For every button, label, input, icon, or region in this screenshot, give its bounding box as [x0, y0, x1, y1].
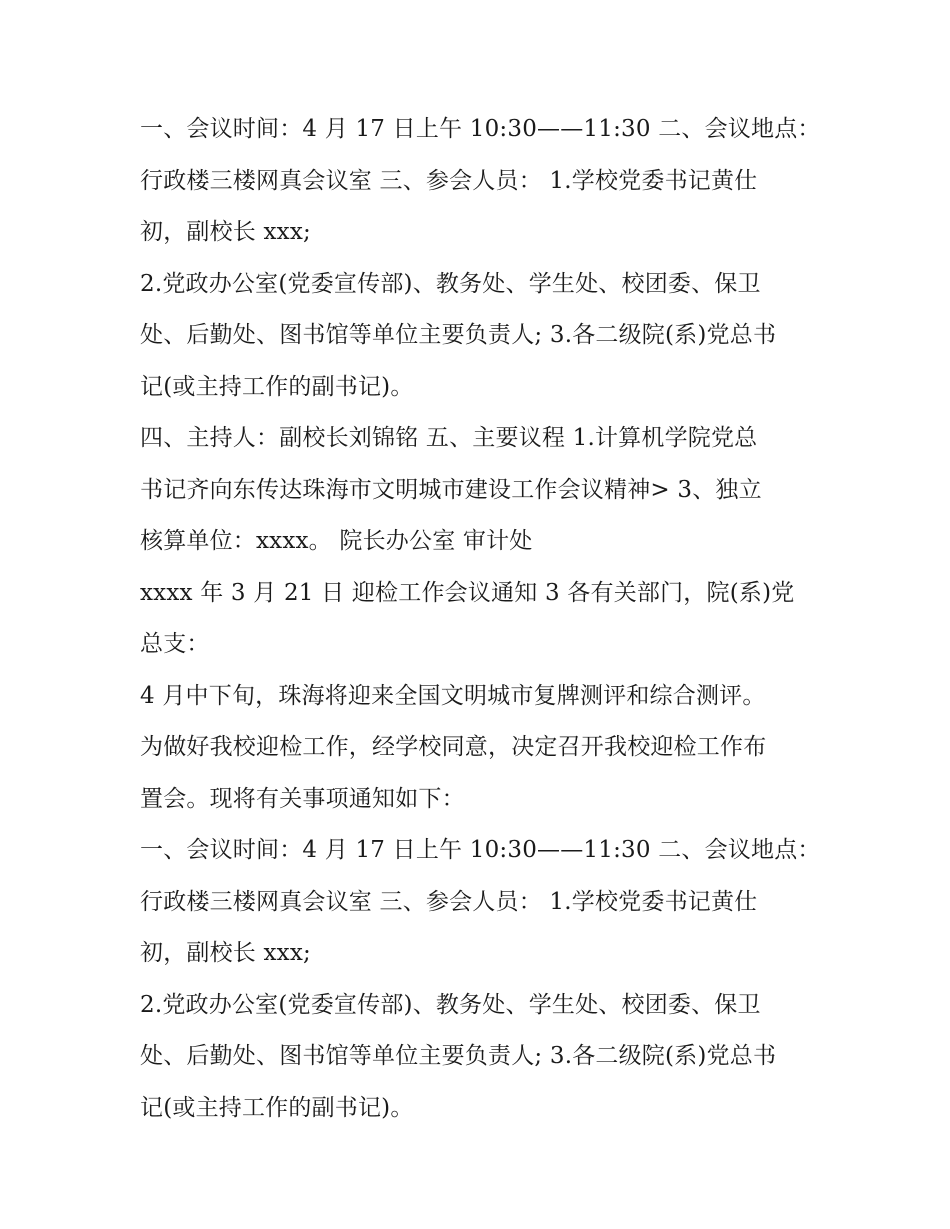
text-line: 2.党政办公室(党委宣传部)、教务处、学生处、校团委、保卫	[140, 991, 761, 1018]
text-line: 2.党政办公室(党委宣传部)、教务处、学生处、校团委、保卫	[140, 270, 761, 297]
document-body	[140, 104, 820, 1134]
text-line: 一、会议时间：4 月 17 日上午 10:30——11:30 二、会议地点：	[140, 837, 821, 863]
text-line: 为做好我校迎检工作，经学校同意，决定召开我校迎检工作布	[140, 734, 767, 760]
text-line: xxxx 年 3 月 21 日 迎检工作会议通知 3 各有关部门，院(系)党	[140, 579, 795, 606]
text-line: 行政楼三楼网真会议室 三、参会人员： 1.学校党委书记黄仕	[140, 888, 758, 915]
text-line: 四、主持人：副校长刘锦铭 五、主要议程 1.计算机学院党总	[140, 425, 758, 451]
text-line: 记(或主持工作的副书记)。	[140, 373, 414, 400]
text-line: 处、后勤处、图书馆等单位主要负责人; 3.各二级院(系)党总书	[140, 1043, 777, 1069]
text-line: 置会。现将有关事项通知如下：	[140, 785, 465, 812]
text-line: 总支：	[140, 631, 210, 657]
text-line: 行政楼三楼网真会议室 三、参会人员： 1.学校党委书记黄仕	[140, 167, 758, 194]
text-line: 记(或主持工作的副书记)。	[140, 1094, 414, 1121]
text-line: 核算单位：xxxx。 院长办公室 审计处	[140, 528, 533, 554]
text-line: 一、会议时间：4 月 17 日上午 10:30——11:30 二、会议地点：	[140, 116, 821, 142]
text-line: 处、后勤处、图书馆等单位主要负责人; 3.各二级院(系)党总书	[140, 322, 777, 348]
text-line: 初，副校长 xxx;	[140, 219, 311, 245]
text-line: 书记齐向东传达珠海市文明城市建设工作会议精神> 3、独立	[140, 476, 762, 503]
text-line: 初，副校长 xxx;	[140, 940, 311, 966]
text-line: 4 月中下旬，珠海将迎来全国文明城市复牌测评和综合测评。	[140, 682, 766, 709]
